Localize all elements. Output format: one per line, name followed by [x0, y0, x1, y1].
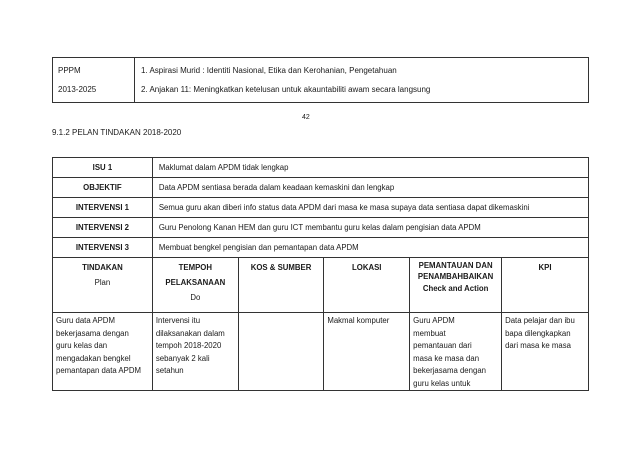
header-tempoh-title: TEMPOH [178, 263, 212, 272]
row-isu [53, 158, 589, 178]
row-objektif [53, 178, 589, 198]
cell-line: guru kelas dan [56, 341, 108, 350]
cell-line: guru kelas untuk [413, 378, 471, 388]
cell-line: Guru data APDM [56, 316, 115, 325]
cell-line: sebanyak 2 kali [155, 353, 210, 363]
row-label: INTERVENSI 1 [53, 198, 153, 218]
cell-tindakan [53, 313, 153, 391]
row-label: OBJEKTIF [53, 178, 153, 198]
row-intervensi-2 [53, 218, 589, 238]
header-kpi-title: KPI [538, 263, 552, 272]
header-kos [238, 258, 324, 313]
header-tempoh-sub2: Do [190, 293, 201, 302]
cell-line: bekerjasama dengan [56, 328, 129, 338]
cell-line: mengadakan bengkel [56, 353, 131, 363]
cell-line: pemantauan dari [413, 341, 472, 350]
pppm-item-1: 1. Aspirasi Murid : Identiti Nasional, Etika dan Kerohanian, Pengetahuan [141, 66, 397, 75]
cell-line: membuat [413, 328, 446, 338]
cell-line: masa ke masa dan [413, 353, 480, 363]
header-tindakan [53, 258, 153, 313]
plan-body-row [53, 313, 589, 391]
pppm-content-cell [135, 58, 589, 103]
header-tindakan-sub: Plan [94, 278, 111, 287]
section-heading: 9.1.2 PELAN TINDAKAN 2018-2020 [52, 128, 182, 137]
row-label: INTERVENSI 2 [53, 218, 153, 238]
header-tindakan-title: TINDAKAN [82, 263, 123, 272]
page-number: 42 [302, 114, 310, 121]
header-pemantauan-line2: PENAMBAHBAIKAN [417, 272, 494, 281]
header-tempoh [152, 258, 238, 313]
header-pemantauan [410, 258, 502, 313]
action-plan-table [52, 157, 589, 391]
row-intervensi-1 [53, 198, 589, 218]
cell-line: bekerjasama dengan [413, 366, 486, 375]
plan-header-row [53, 258, 589, 313]
cell-line: Guru APDM [413, 316, 455, 325]
cell-tempoh [152, 313, 238, 391]
cell-line: tempoh 2018-2020 [155, 341, 222, 350]
pppm-table [52, 57, 589, 103]
cell-line: Makmal komputer [327, 316, 390, 325]
cell-line: setahun [155, 366, 184, 375]
row-value: Maklumat dalam APDM tidak lengkap [152, 158, 588, 178]
row-label: ISU 1 [53, 158, 153, 178]
cell-line: Intervensi itu [155, 316, 201, 325]
cell-kpi [502, 313, 589, 391]
pppm-years: 2013-2025 [58, 85, 97, 94]
cell-lokasi [324, 313, 410, 391]
header-pemantauan-line1: PEMANTAUAN DAN [418, 261, 493, 270]
header-lokasi-title: LOKASI [352, 263, 382, 272]
cell-line: dari masa ke masa [505, 341, 571, 350]
cell-line: pemantapan data APDM [56, 366, 141, 375]
cell-line: Data pelajar dan ibu [505, 316, 575, 325]
cell-line: dilaksanakan dalam [155, 328, 225, 338]
row-value: Guru Penolong Kanan HEM dan guru ICT membantu guru kelas dalam pengisian data APDM [152, 218, 588, 238]
header-tempoh-sub1: PELAKSANAAN [165, 278, 226, 287]
header-kpi [502, 258, 589, 313]
row-value: Semua guru akan diberi info status data APDM dari masa ke masa supaya data sentiasa dapat dikemaskini [152, 198, 588, 218]
cell-pemantauan [410, 313, 502, 391]
cell-kos [238, 313, 324, 391]
row-value: Membuat bengkel pengisian dan pemantapan data APDM [152, 238, 588, 258]
row-value: Data APDM sentiasa berada dalam keadaan kemaskini dan lengkap [152, 178, 588, 198]
header-kos-title: KOS & SUMBER [250, 263, 312, 272]
header-lokasi [324, 258, 410, 313]
pppm-label: PPPM [58, 66, 81, 75]
cell-line: bapa dilengkapkan [505, 328, 571, 338]
row-label: INTERVENSI 3 [53, 238, 153, 258]
pppm-label-cell [53, 58, 135, 103]
row-intervensi-3 [53, 238, 589, 258]
header-pemantauan-sub: Check and Action [422, 284, 489, 293]
pppm-item-2: 2. Anjakan 11: Meningkatkan ketelusan untuk akauntabiliti awam secara langsung [141, 85, 431, 94]
